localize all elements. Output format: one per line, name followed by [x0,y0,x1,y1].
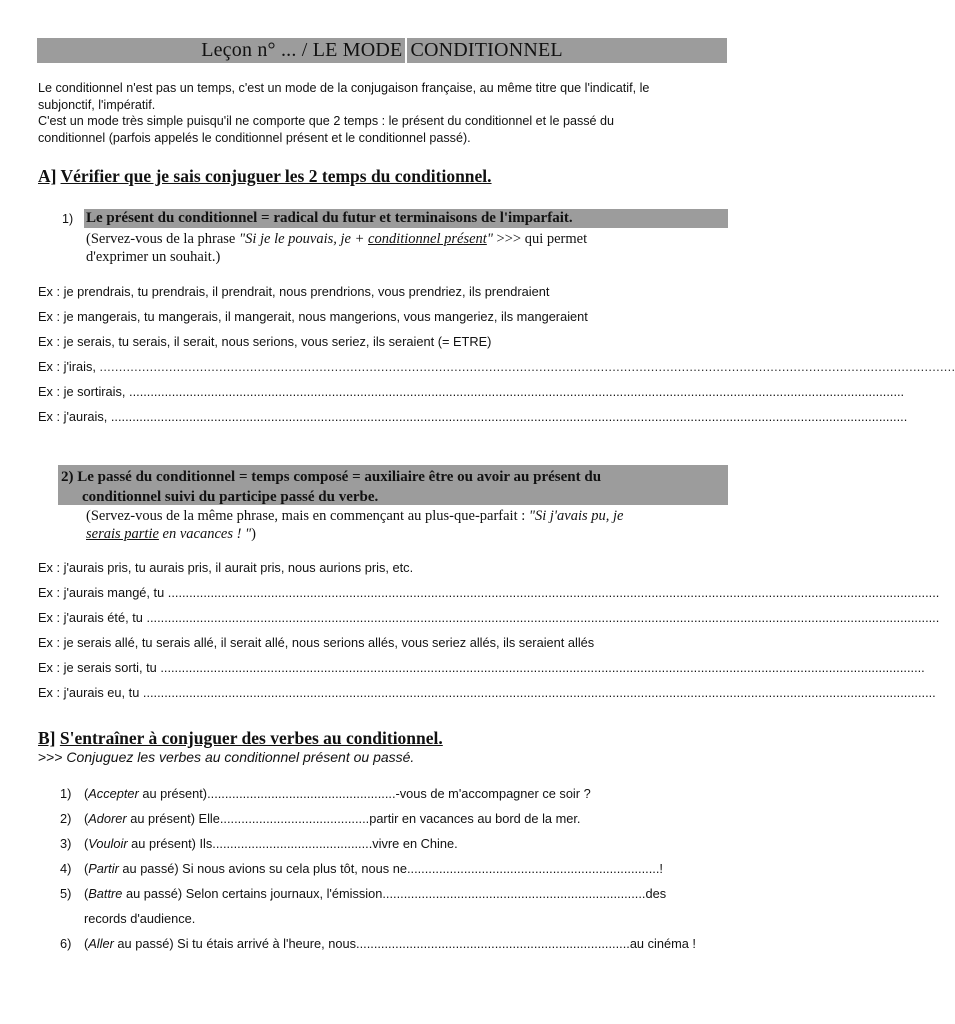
blank-line [38,384,905,399]
intro-line: subjonctif, l'impératif. [38,97,156,112]
exercise-verb: Adorer [88,811,127,826]
note-line2: d'exprimer un souhait.) [86,249,221,265]
exercise-text: au présent) [138,786,208,801]
blank-prompt: Ex : j'irais, [38,359,96,374]
part1-note [86,230,726,266]
part2-note [86,507,726,543]
part1-heading: Le présent du conditionnel = radical du futur et terminaisons de l'imparfait. [86,210,573,226]
note-text: (Servez-vous de la phrase [86,231,239,247]
exercise-text-after: des [645,886,667,901]
dotted-fill: ..................................................... [207,786,396,801]
title-separator [405,38,407,63]
exercise-item: (Aller au passé) Si tu étais arrivé à l'heure, nous.............................................................................au cinéma ! [84,936,696,951]
lesson-title [37,38,727,63]
dotted-fill: ....................................................................................................................................................................................................................... [160,660,925,675]
dotted-fill: .......................................................................... [382,886,646,901]
note-close: ) [251,526,256,542]
exercise-text: au présent) Ils [127,836,213,851]
example-line: Ex : je prendrais, tu prendrais, il prendrait, nous prendrions, vous prendriez, ils prendraient [38,284,550,299]
exercise-number: 1) [60,786,72,801]
exercise-text-after: au cinéma ! [629,936,696,951]
blank-prompt: Ex : j'aurais été, tu [38,610,143,625]
section-b-instruction [38,749,414,765]
note-quote-end: " [486,231,493,247]
exercise-item: (Partir au passé) Si nous avions su cela plus tôt, nous ne.......................................................................! [84,861,663,876]
exercise-text: au passé) Selon certains journaux, l'émission [122,886,383,901]
exercise-item: (Battre au passé) Selon certains journaux, l'émission..........................................................................des [84,886,667,901]
part2-heading-line: conditionnel suivi du participe passé du verbe. [82,489,379,505]
title-right: CONDITIONNEL [410,39,563,61]
instruction-text: Conjuguez les verbes au conditionnel présent ou passé. [66,749,415,765]
exercise-number: 4) [60,861,72,876]
dotted-fill: ............................................................................................................................................................................................................................... [142,685,936,700]
section-b-title [38,728,443,749]
exercise-text: au passé) Si nous avions su cela plus tôt, nous ne [118,861,407,876]
exercise-number: 6) [60,936,72,951]
section-b-heading: S'entraîner à conjuguer des verbes au conditionnel. [59,728,443,748]
blank-line [38,685,936,700]
exercise-text: au présent) Elle [126,811,220,826]
exercise-item: (Vouloir au présent) Ils.............................................vivre en Chine. [84,836,458,851]
exercise-verb: Battre [88,886,123,901]
note-quote-end: en vacances ! " [158,526,252,542]
dotted-fill: ......................................................................................................................................................................................................................... [167,585,940,600]
dotted-fill: ....................................................................... [406,861,660,876]
exercise-text-after: -vous de m'accompagner ce soir ? [395,786,591,801]
note-text: (Servez-vous de la même phrase, mais en commençant au plus-que-parfait : [86,508,529,524]
blank-prompt: Ex : j'aurais mangé, tu [38,585,165,600]
exercise-item: (Adorer au présent) Elle..........................................partir en vacances au bord de la mer. [84,811,581,826]
example-line: Ex : je mangerais, tu mangerais, il mangerait, nous mangerions, vous mangeriez, ils mangeraient [38,309,588,324]
title-left: Leçon n° ... / LE MODE [201,39,403,61]
section-a-heading: Vérifier que je sais conjuguer les 2 temps du conditionnel. [60,166,492,186]
blank-line [38,359,955,374]
intro-line: C'est un mode très simple puisqu'il ne comporte que 2 temps : le présent du conditionnel et le passé du [38,114,615,128]
dotted-fill: ............................................................................. [356,936,630,951]
instruction-arrows: >>> [38,749,63,765]
example-line: Ex : je serais, tu serais, il serait, nous serions, vous seriez, ils seraient (= ETRE) [38,334,492,349]
example-line: Ex : je serais allé, tu serais allé, il serait allé, nous serions allés, vous seriez allés, ils seraient allés [38,635,595,650]
section-a-title [38,166,492,187]
dotted-fill: .......................................... [219,811,370,826]
blank-prompt: Ex : j'aurais, [38,409,108,424]
intro-line: Le conditionnel n'est pas un temps, c'est un mode de la conjugaison française, au même titre que l'indicatif, le [38,81,650,95]
exercise-number: 3) [60,836,72,851]
section-a-prefix: A] [38,166,57,186]
intro-paragraph [38,80,728,146]
dotted-fill: ............................................................................................................................................................................................................................... [146,610,940,625]
exercise-item-continued: records d'audience. [84,911,196,926]
exercise-verb: Accepter [88,786,139,801]
blank-line [38,660,925,675]
note-quote: "Si je le pouvais, je + [239,231,369,247]
exercise-verb: Partir [88,861,119,876]
part2-number: 2) [61,469,74,485]
dotted-fill: .............................................................................................................................................................................................................................. [99,359,955,374]
part2-heading-line: Le passé du conditionnel = temps composé = auxiliaire être ou avoir au présent du [77,469,602,485]
blank-line [38,610,940,625]
exercise-text-after: vivre en Chine. [372,836,458,851]
blank-prompt: Ex : j'aurais eu, tu [38,685,140,700]
exercise-text-after: ! [659,861,663,876]
dotted-fill: ................................................................................................................................................................................................................................ [110,409,908,424]
exercise-verb: Vouloir [88,836,128,851]
part2-heading [61,467,601,507]
blank-line [38,409,908,424]
note-quote: "Si j'avais pu, je [528,508,624,524]
exercise-text: au passé) Si tu étais arrivé à l'heure, nous [113,936,357,951]
blank-prompt: Ex : je serais sorti, tu [38,660,157,675]
blank-line [38,585,940,600]
section-b-prefix: B] [38,728,56,748]
exercise-number: 2) [60,811,72,826]
exercise-verb: Aller [88,936,114,951]
note-quote-underlined: serais partie [86,526,159,542]
intro-line: conditionnel (parfois appelés le conditionnel présent et le conditionnel passé). [38,130,471,145]
dotted-fill: .......................................................................................................................................................................................................................... [129,384,905,399]
exercise-item: (Accepter au présent).....................................................-vous de m'accompagner ce soir ? [84,786,591,801]
part1-number: 1) [62,212,74,226]
dotted-fill: ............................................. [212,836,373,851]
note-text-end: >>> qui permet [492,231,588,247]
exercise-number: 5) [60,886,72,901]
exercise-text-after: partir en vacances au bord de la mer. [369,811,581,826]
blank-prompt: Ex : je sortirais, [38,384,126,399]
example-line: Ex : j'aurais pris, tu aurais pris, il aurait pris, nous aurions pris, etc. [38,560,414,575]
note-quote-underlined: conditionnel présent [368,231,487,247]
